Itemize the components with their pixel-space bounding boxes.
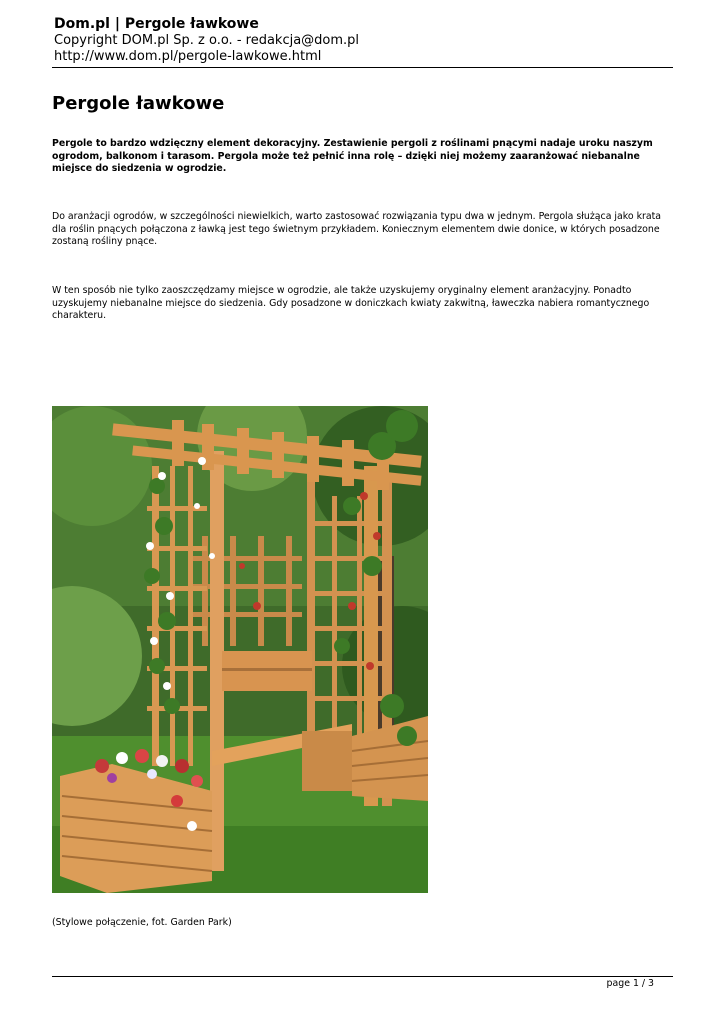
article-paragraph-2: W ten sposób nie tylko zaoszczędzamy miejsce w ogrodzie, ale także uzyskujemy oryginalny element aranżacyjny. Ponadto uzyskujemy niebanalne miejsce do siedzenia. Gdy posadzone w doniczkach kwiaty zakwitną, ławeczka nabiera romantycznego charakteru. — [52, 285, 650, 321]
copyright-line: Copyright DOM.pl Sp. z o.o. - redakcja@dom.pl — [54, 33, 360, 48]
pergola-photo — [52, 406, 428, 893]
page-number: page 1 / 3 — [606, 978, 654, 989]
article-lead: Pergole to bardzo wdzięczny element dekoracyjny. Zestawienie pergoli z roślinami pnącymi nadaje uroku naszym ogrodom, balkonom i tarasom. Pergola może też pełnić inna rolę – dzięki niej możemy zaaranżować niebanalne miejsce do siedzenia w ogrodzie. — [52, 138, 653, 174]
article-title: Pergole ławkowe — [52, 93, 225, 114]
photo-caption: (Stylowe połączenie, fot. Garden Park) — [52, 917, 232, 928]
site-title: Dom.pl | Pergole ławkowe — [54, 16, 259, 32]
source-url: http://www.dom.pl/pergole-lawkowe.html — [54, 49, 322, 64]
document-header — [54, 16, 674, 65]
header-divider — [52, 67, 673, 68]
footer-divider — [52, 976, 673, 977]
article-paragraph-1: Do aranżacji ogrodów, w szczególności niewielkich, warto zastosować rozwiązania typu dwa w jednym. Pergola służąca jako krata dla roślin pnących połączona z ławką jest tego świetnym przykładem. Koniecznym elementem dwie donice, w których posadzone zostaną rośliny pnące. — [52, 211, 662, 247]
